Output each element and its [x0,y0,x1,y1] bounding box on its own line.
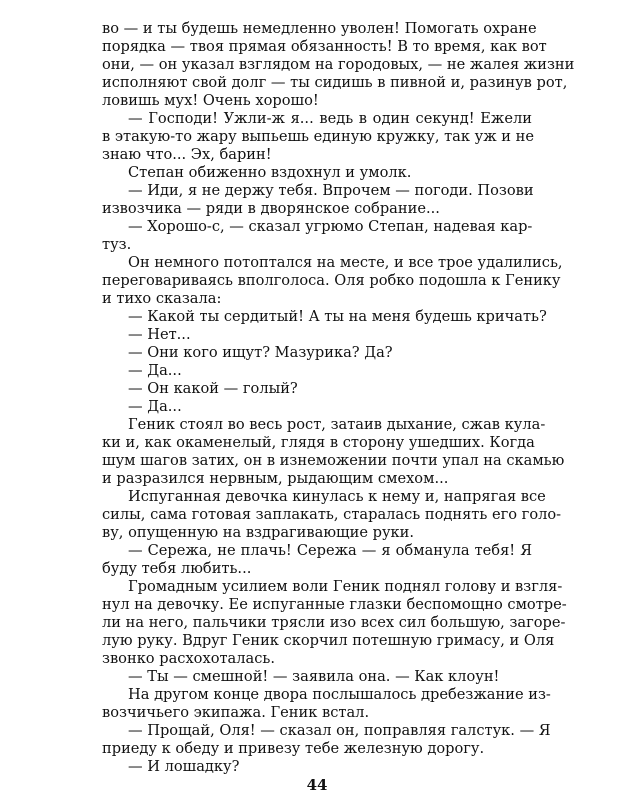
text-line: во — и ты будешь немедленно уволен! Помогать охране [102,20,537,37]
text-line: и разразился нервным, рыдающим смехом... [102,470,449,487]
text-line: — Да... [128,398,182,415]
text-line: ки и, как окаменелый, глядя в сторону ушедших. Когда [102,434,535,451]
text-line: исполняют свой долг — ты сидишь в пивной и, разинув рот, [102,74,568,91]
text-line: — И лошадку? [128,758,240,775]
text-line: — Господи! Ужли-ж я... ведь в один секунд! Ежели [128,110,532,127]
page-number: 44 [306,776,328,794]
text-line: — Сережа, не плачь! Сережа — я обманула тебя! Я [128,542,532,559]
text-line: — Нет... [128,326,191,343]
text-line: ли на него, пальчики трясли изо всех сил большую, загоре- [102,614,566,631]
text-line: туз. [102,236,132,253]
text-line: ловишь мух! Очень хорошо! [102,92,319,109]
text-line: возчичьего экипажа. Геник встал. [102,704,370,721]
text-line: порядка — твоя прямая обязанность! В то время, как вот [102,38,547,55]
text-line: — Да... [128,362,182,379]
text-line: звонко расхохоталась. [102,650,275,667]
text-line: извозчика — ряди в дворянское собрание... [102,200,440,217]
text-line: знаю что... Эх, барин! [102,146,272,163]
text-line: Он немного потоптался на месте, и все трое удалились, [128,254,563,271]
text-line: — Какой ты сердитый! А ты на меня будешь кричать? [128,308,547,325]
text-line: На другом конце двора послышалось дребезжание из- [128,686,551,703]
text-line: ву, опущенную на вздрагивающие руки. [102,524,415,541]
text-line: нул на девочку. Ее испуганные глазки беспомощно смотре- [102,596,567,613]
text-line: — Они кого ищут? Мазурика? Да? [128,344,393,361]
text-line: — Он какой — голый? [128,380,298,397]
text-line: приеду к обеду и привезу тебе железную дорогу. [102,740,485,757]
text-line: переговариваясь вполголоса. Оля робко подошла к Генику [102,272,561,289]
text-line: они, — он указал взглядом на городовых, — не жалея жизни [102,56,575,73]
text-line: — Прощай, Оля! — сказал он, поправляя галстук. — Я [128,722,551,739]
text-line: Степан обиженно вздохнул и умолк. [128,164,412,181]
text-line: — Иди, я не держу тебя. Впрочем — погоди. Позови [128,182,534,199]
text-line: Геник стоял во весь рост, затаив дыхание, сжав кула- [128,416,546,433]
text-line: — Ты — смешной! — заявила она. — Как клоун! [128,668,500,685]
text-line: лую руку. Вдруг Геник скорчил потешную гримасу, и Оля [102,632,555,649]
text-line: в этакую-то жару выпьешь единую кружку, так уж и не [102,128,535,145]
text-line: и тихо сказала: [102,290,222,307]
text-line: силы, сама готовая заплакать, старалась поднять его голо- [102,506,562,523]
text-line: — Хорошо-с, — сказал угрюмо Степан, надевая кар- [128,218,533,235]
text-line: Громадным усилием воли Геник поднял голову и взгля- [128,578,563,595]
text-line: буду тебя любить... [102,560,252,577]
text-line: шум шагов затих, он в изнеможении почти упал на скамью [102,452,565,469]
text-line: Испуганная девочка кинулась к нему и, напрягая все [128,488,546,505]
